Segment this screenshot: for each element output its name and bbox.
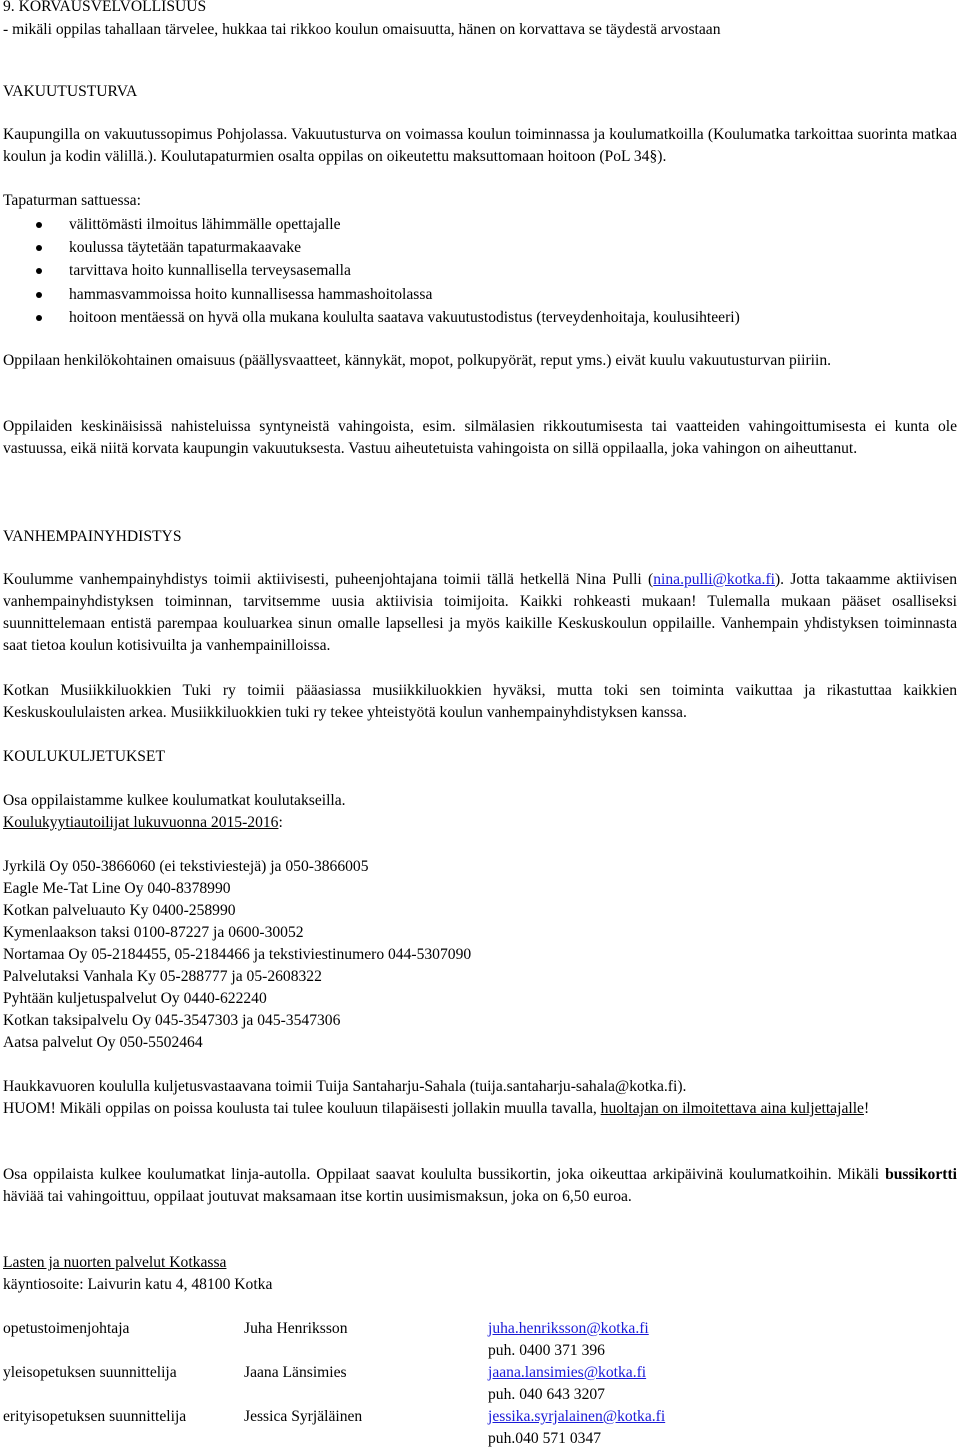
koulutaksi-line: Osa oppilaistamme kulkee koulumatkat koulutakseilla. — [3, 792, 346, 809]
list-item: Kymenlaakson taksi 0100-87227 ja 0600-30052 — [3, 924, 304, 941]
vanhempainyhdistys-heading: VANHEMPAINYHDISTYS — [3, 528, 182, 545]
nina-pulli-email-link[interactable]: nina.pulli@kotka.fi — [653, 571, 775, 588]
bullet-icon — [36, 245, 42, 251]
bullet-icon — [36, 222, 42, 228]
bullet-icon — [36, 292, 42, 298]
company-list — [3, 856, 957, 1054]
bussikortti-paragraph: Osa oppilaista kulkee koulumatkat linja-autolla. Oppilaat saavat koululta bussikortin, joka oikeuttaa arkipäivinä koulumatkoihin. Mikäli bussikortti häviää tai vahingoittuu, oppilaat joutuvat maksamaan itse kortin uusimismaksun, joka on 6,50 euroa. — [3, 1166, 957, 1205]
list-item: hammasvammoissa hoito kunnallisessa hammashoitolassa — [3, 284, 957, 307]
musiikkiluokat-paragraph: Kotkan Musiikkiluokkien Tuki ry toimii pääasiassa musiikkiluokkien hyväksi, mutta toki sen toiminta vaikuttaa ja rikastuttaa kaikkien Keskuskoululaisten arkea. Musiikkiluokkien tuki ry tekee yhteistyötä koulun vanhempainyhdistyksen kanssa. — [3, 682, 957, 721]
contact-phone: puh. 040 643 3207 — [488, 1386, 605, 1403]
contact-phone-row — [3, 1428, 957, 1450]
nahistelu-paragraph: Oppilaiden keskinäisissä nahisteluissa syntyneistä vahingoista, esim. silmälasien rikkoutumisesta tai vaatteiden vahingoittumisesta ei kunta ole vastuussa, eikä niitä korvata kaupungin vakuutuksesta. Vastuu aiheutetuista vahingoista on sillä oppilaalla, joka vahingon on aiheuttanut. — [3, 418, 957, 457]
list-item: Aatsa palvelut Oy 050-5502464 — [3, 1034, 203, 1051]
list-item: Kotkan taksipalvelu Oy 045-3547303 ja 045-3547306 — [3, 1012, 341, 1029]
contact-role: erityisopetuksen suunnittelija — [3, 1408, 187, 1425]
kuljetusvastaava-line: Haukkavuoren koululla kuljetusvastaavana toimii Tuija Santaharju-Sahala (tuija.santaharju-sahala@kotka.fi). — [3, 1078, 687, 1095]
contact-email-link[interactable]: juha.henriksson@kotka.fi — [488, 1320, 649, 1337]
palvelut-address: käyntiosoite: Laivurin katu 4, 48100 Kotka — [3, 1276, 273, 1293]
list-item: Nortamaa Oy 05-2184455, 05-2184466 ja tekstiviestinumero 044-5307090 — [3, 946, 472, 963]
vakuutusturva-heading: VAKUUTUSTURVA — [3, 83, 138, 100]
section-9-heading: 9. KORVAUSVELVOLLISUUS — [3, 0, 207, 15]
list-item: koulussa täytetään tapaturmakaavake — [3, 237, 957, 260]
contact-email-link[interactable]: jaana.lansimies@kotka.fi — [488, 1364, 647, 1381]
palvelut-heading: Lasten ja nuorten palvelut Kotkassa — [3, 1254, 227, 1271]
koulukyyti-heading: Koulukyytiautoilijat lukuvuonna 2015-2016: — [3, 814, 283, 831]
tapaturma-list — [3, 214, 957, 330]
contact-phone: puh.040 571 0347 — [488, 1430, 602, 1447]
list-item: Pyhtään kuljetuspalvelut Oy 0440-622240 — [3, 990, 267, 1007]
vakuutusturva-paragraph: Kaupungilla on vakuutussopimus Pohjolassa. Vakuutusturva on voimassa koulun toiminnassa ja koulumatkoilla (Koulumatka tarkoittaa suorinta matkaa koulun ja kodin välillä.). Koulutapaturmien osalta oppilas on oikeutettu maksuttomaan hoitoon (PoL 34§). — [3, 126, 957, 165]
section-9-line: - mikäli oppilas tahallaan tärvelee, hukkaa tai rikkoo koulun omaisuutta, hänen on korvattava se täydestä arvostaan — [3, 21, 721, 38]
contact-email-link[interactable]: jessika.syrjalainen@kotka.fi — [488, 1408, 666, 1425]
bullet-icon — [36, 268, 42, 274]
contact-name: Juha Henriksson — [244, 1320, 348, 1337]
list-item: tarvittava hoito kunnallisella terveysasemalla — [3, 260, 957, 283]
contact-row — [3, 1362, 957, 1384]
contact-role: opetustoimenjohtaja — [3, 1320, 130, 1337]
vanhempainyhdistys-paragraph: Koulumme vanhempainyhdistys toimii aktiivisesti, puheenjohtajana toimii tällä hetkellä Nina Pulli (nina.pulli@kotka.fi). Jotta takaamme aktiivisen vanhempainyhdistyksen toiminnan, tarvitsemme uusia aktiivisia toimijoita. Kaikki rohkeasti mukaan! Tulemalla mukaan pääset osalliseksi suunnittelemaan entistä parempaa kouluarkea sinun omalle lapsellesi ja myös kaikille Keskuskoulun oppilaille. Vanhempain yhdistyksen toiminnasta saat tietoa koulun kotisivuilta ja vanhempainilloissa. — [3, 571, 957, 654]
contact-name: Jaana Länsimies — [244, 1364, 347, 1381]
omaisuus-paragraph: Oppilaan henkilökohtainen omaisuus (päällysvaatteet, kännykät, mopot, polkupyörät, reput yms.) eivät kuulu vakuutusturvan piiriin. — [3, 352, 832, 369]
contact-phone: puh. 0400 371 396 — [488, 1342, 605, 1359]
contact-row — [3, 1406, 957, 1428]
contact-phone-row — [3, 1384, 957, 1406]
bullet-icon — [36, 315, 42, 321]
list-item: Eagle Me-Tat Line Oy 040-8378990 — [3, 880, 231, 897]
list-item: välittömästi ilmoitus lähimmälle opettajalle — [3, 214, 957, 237]
list-item: Palvelutaksi Vanhala Ky 05-288777 ja 05-2608322 — [3, 968, 322, 985]
contact-role: yleisopetuksen suunnittelija — [3, 1364, 177, 1381]
contact-row — [3, 1318, 957, 1340]
list-item: hoitoon mentäessä on hyvä olla mukana koululta saatava vakuutustodistus (terveydenhoitaja, koulusihteeri) — [3, 307, 957, 330]
contact-phone-row — [3, 1340, 957, 1362]
list-item: Kotkan palveluauto Ky 0400-258990 — [3, 902, 236, 919]
koulukuljetukset-heading: KOULUKULJETUKSET — [3, 748, 165, 765]
list-item: Jyrkilä Oy 050-3866060 (ei tekstiviestejä) ja 050-3866005 — [3, 858, 369, 875]
contact-name: Jessica Syrjäläinen — [244, 1408, 363, 1425]
huom-paragraph: HUOM! Mikäli oppilas on poissa koulusta tai tulee kouluun tilapäisesti jollakin muulla tavalla, huoltajan on ilmoitettava aina kuljettajalle! — [3, 1100, 870, 1117]
tapaturma-intro: Tapaturman sattuessa: — [3, 192, 141, 209]
